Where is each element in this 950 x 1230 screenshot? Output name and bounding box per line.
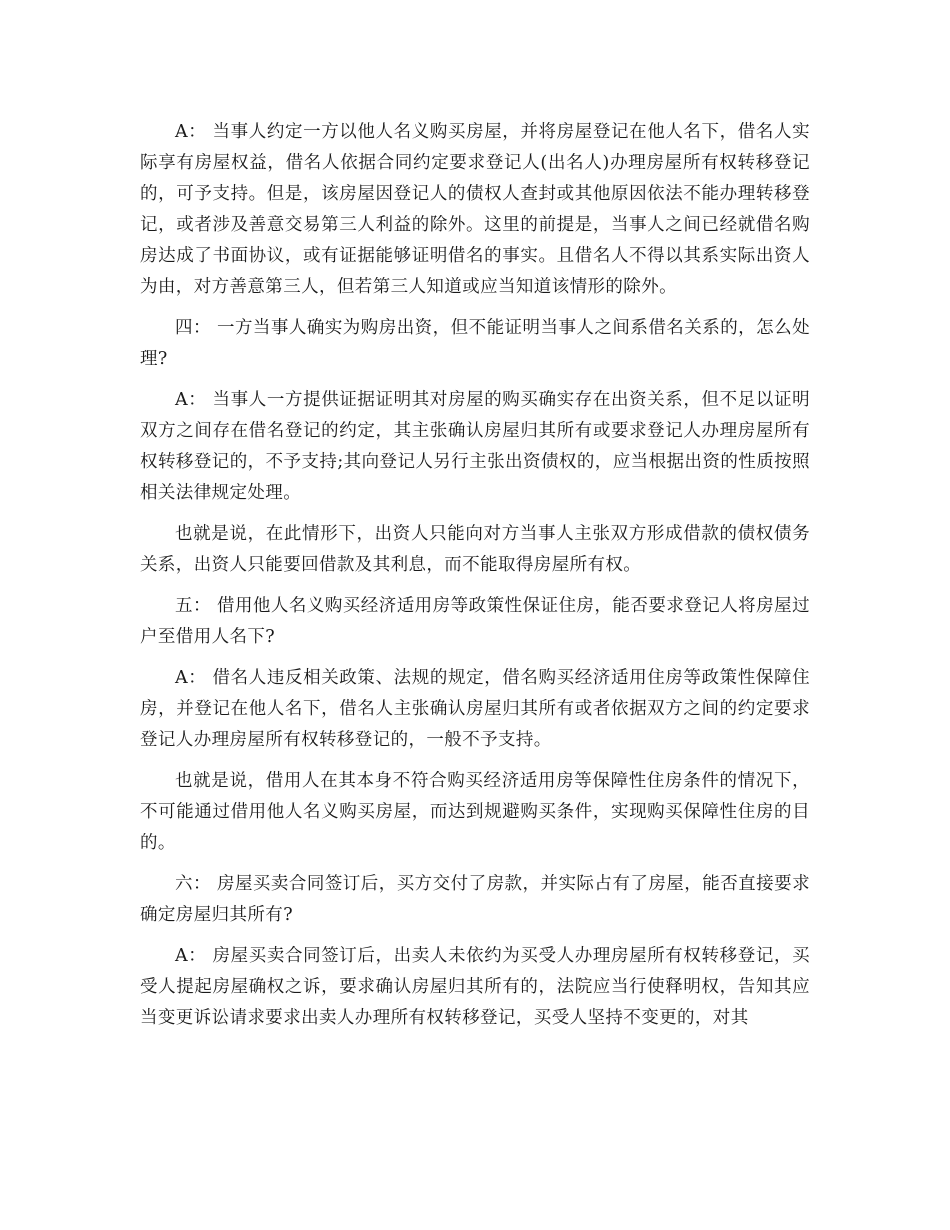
paragraph-answer-6: A： 房屋买卖合同签订后，出卖人未依约为买受人办理房屋所有权转移登记，买受人提起房屋确权之诉，要求确认房屋归其所有的，法院应当行使释明权，告知其应当变更诉讼请求要求出卖人办理所有权转移登记，买受人坚持不变更的，对其 <box>140 946 810 1028</box>
paragraph-answer-4: A： 当事人一方提供证据证明其对房屋的购买确实存在出资关系，但不足以证明双方之间存在借名登记的约定，其主张确认房屋归其所有或要求登记人办理房屋所有权转移登记的，不予支持;其向登记人另行主张出资债权的，应当根据出资的性质按照相关法律规定处理。 <box>140 390 810 503</box>
paragraph-question-5: 五： 借用他人名义购买经济适用房等政策性保证住房，能否要求登记人将房屋过户至借用人名下? <box>140 596 810 647</box>
paragraph-answer-3: A： 当事人约定一方以他人名义购买房屋，并将房屋登记在他人名下，借名人实际享有房屋权益，借名人依据合同约定要求登记人(出名人)办理房屋所有权转移登记的，可予支持。但是，该房屋因登记人的债权人查封或其他原因依法不能办理转移登记，或者涉及善意交易第三人利益的除外。这里的前提是，当事人之间已经就借名购房达成了书面协议，或有证据能够证明借名的事实。且借名人不得以其系实际出资人为由，对方善意第三人，但若第三人知道或应当知道该情形的除外。 <box>140 122 810 297</box>
paragraph-question-6: 六： 房屋买卖合同签订后，买方交付了房款，并实际占有了房屋，能否直接要求确定房屋归其所有? <box>140 874 810 925</box>
document-body <box>140 117 810 1034</box>
paragraph-answer-5: A： 借名人违反相关政策、法规的规定，借名购买经济适用住房等政策性保障住房，并登记在他人名下，借名人主张确认房屋归其所有或者依据双方之间的约定要求登记人办理房屋所有权转移登记的，一般不予支持。 <box>140 668 810 750</box>
paragraph-question-4: 四： 一方当事人确实为购房出资，但不能证明当事人之间系借名关系的，怎么处理? <box>140 318 810 369</box>
paragraph-explanation-4: 也就是说，在此情形下，出资人只能向对方当事人主张双方形成借款的债权债务关系，出资人只能要回借款及其利息，而不能取得房屋所有权。 <box>140 524 810 575</box>
paragraph-explanation-5: 也就是说，借用人在其本身不符合购买经济适用房等保障性住房条件的情况下，不可能通过借用他人名义购买房屋，而达到规避购买条件，实现购买保障性住房的目的。 <box>140 771 810 853</box>
